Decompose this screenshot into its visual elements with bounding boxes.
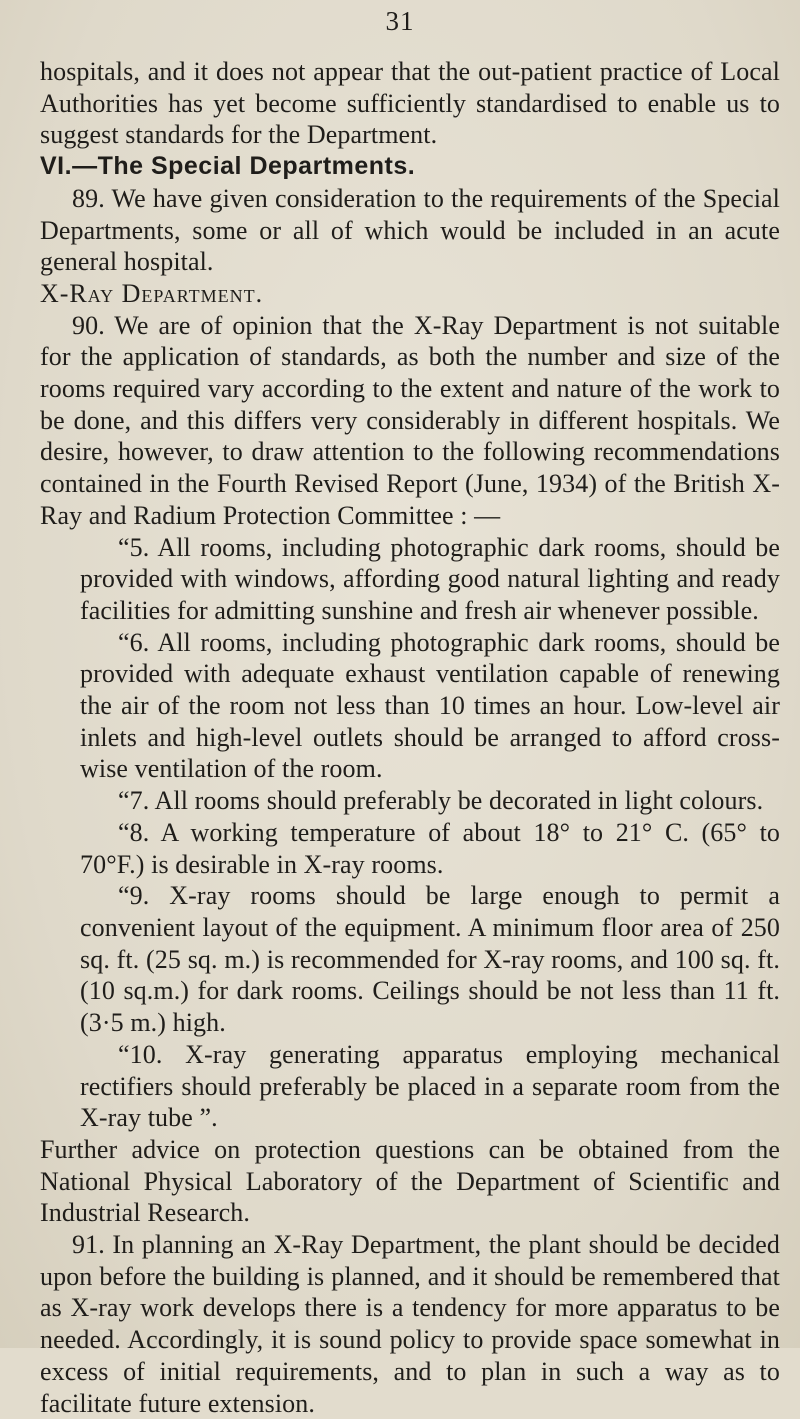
body-text	[40, 56, 780, 1419]
quoted-item-9: “9. X-ray rooms should be large enough to permit a convenient layout of the equipment. A minimum floor area of 250 sq. ft. (25 sq. m.) is recommended for X-ray rooms, and 100 sq. ft. (10 sq.m.) for dark rooms. Ceilings should be not less than 11 ft. (3·5 m.) high.	[80, 881, 780, 1038]
intro-paragraph: hospitals, and it does not appear that the out-patient practice of Local Authorities has yet become sufficiently standardised to enable us to suggest standards for the Department.	[40, 57, 780, 150]
quoted-item-8: “8. A working temperature of about 18° to 21° C. (65° to 70°F.) is desirable in X-ray rooms.	[80, 817, 780, 879]
x-ray-subheading	[40, 278, 780, 310]
quoted-item-5: “5. All rooms, including photographic dark rooms, should be provided with windows, affording good natural lighting and ready facilities for admitting sunshine and fresh air whenever possible.	[80, 532, 780, 625]
page-number: 31	[385, 6, 415, 36]
quoted-item-6: “6. All rooms, including photographic dark rooms, should be provided with adequate exhaust ventilation capable of renewing the air of the room not less than 10 times an hour. Low-level air inlets and high-level outlets should be arranged to afford cross-wise ventilation of the room.	[80, 627, 780, 784]
further-advice-paragraph: Further advice on protection questions can be obtained from the National Physical Laboratory of the Department of Scientific and Industrial Research.	[40, 1134, 780, 1228]
paragraph-91: 91. In planning an X-Ray Department, the plant should be decided upon before the building is planned, and it should be remembered that as X-ray work develops there is a tendency for more apparatus to be needed. Accordingly, it is sound policy to provide space somewhat in excess of initial requirements, and to plan in such a way as to facilitate future extension.	[40, 1230, 780, 1418]
paragraph-90: 90. We are of opinion that the X-Ray Department is not suitable for the application of standards, as both the number and size of the rooms required vary according to the extent and nature of the work to be done, and this differs very considerably in different hospitals. We desire, however, to draw attention to the following recommendations contained in the Fourth Revised Report (June, 1934) of the British X-Ray and Radium Protection Committee : —	[40, 310, 780, 530]
quoted-item-7: “7. All rooms should preferably be decorated in light colours.	[118, 786, 764, 816]
paragraph-89: 89. We have given consideration to the requirements of the Special Departments, some or all of which would be included in an acute general hospital.	[40, 183, 780, 277]
section-heading: VI.—The Special Departments.	[40, 152, 416, 181]
quoted-item-10: “10. X-ray generating apparatus employing mechanical rectifiers should preferably be placed in a separate room from the X-ray tube ”.	[80, 1039, 780, 1133]
x-ray-subheading-text: X-Ray Department.	[40, 278, 264, 308]
